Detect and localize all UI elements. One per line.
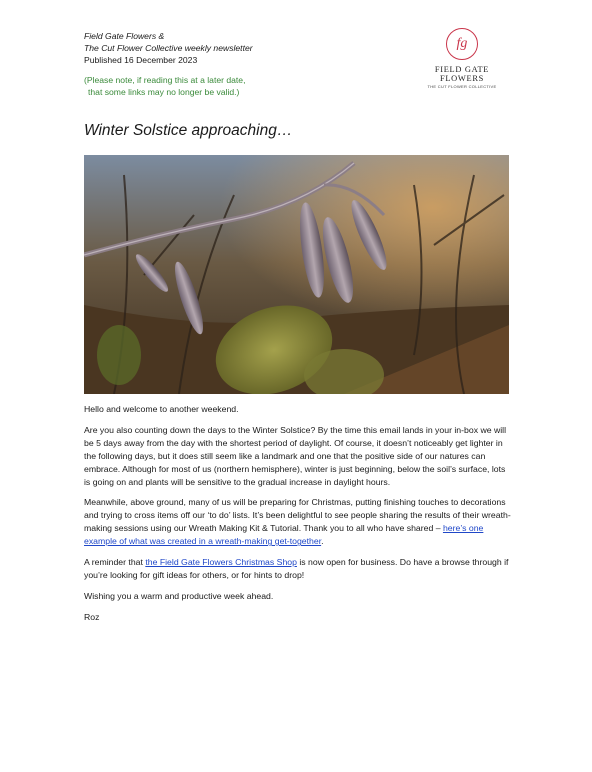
solstice-paragraph: Are you also counting down the days to the Winter Solstice? By the time this email lands in your in-box we will be 5 days away from the day with the shortest period of daylight. Of course, it doesn’t noticeably get lighter in the following days, but it does still seem like a landmark and one that the positive side of our natures can embrace. Although for most of us (northern hemisphere), winter is just beginning, below the soil’s surface, lots is going on and plants will be sensitive to the gradual increase in daylight hours. (84, 424, 507, 487)
shop-paragraph (84, 556, 512, 582)
logo-name: FIELD GATE FLOWERS (434, 65, 490, 83)
wreath-example-link[interactable]: here’s one example of what was created in a wreath-making get-together (84, 523, 484, 547)
header-publish-date: Published 16 December 2023 (84, 55, 198, 65)
logo-subtitle: THE CUT FLOWER COLLECTIVE (427, 84, 497, 89)
newsletter-title: Winter Solstice approaching… (84, 122, 293, 139)
header-newsletter-name: The Cut Flower Collective weekly newsletter (84, 43, 253, 53)
brand-logo (412, 28, 512, 89)
shop-paragraph-start: A reminder that (84, 557, 146, 568)
newsletter-header (84, 30, 253, 66)
note-line-2: that some links may no longer be valid.) (88, 87, 240, 97)
newsletter-body (84, 403, 512, 632)
hazel-catkins-photo (84, 155, 509, 394)
christmas-paragraph-end: . (321, 536, 324, 547)
header-publisher: Field Gate Flowers & (84, 31, 165, 41)
signature: Roz (84, 611, 100, 622)
christmas-paragraph (84, 496, 512, 548)
link-validity-note (84, 74, 245, 98)
greeting-paragraph: Hello and welcome to another weekend. (84, 404, 239, 414)
closing-paragraph: Wishing you a warm and productive week ahead. (84, 590, 274, 601)
christmas-paragraph-text: Meanwhile, above ground, many of us will be preparing for Christmas, putting finishing touches to decorations and trying to cross items off our ‘to do’ lists. It’s been delightful to see people sharing the results of their wreath-making sessions using our Wreath Making Kit & Tutorial. Thank you to all who have shared – (84, 497, 511, 534)
christmas-shop-link[interactable]: the Field Gate Flowers Christmas Shop (145, 557, 297, 568)
logo-mark: fg (446, 28, 478, 60)
note-line-1: (Please note, if reading this at a later date, (84, 75, 246, 85)
shop-paragraph-end: is now open for business. Do have a browse through if you’re looking for gift ideas for others, or for hints to drop! (84, 557, 509, 580)
